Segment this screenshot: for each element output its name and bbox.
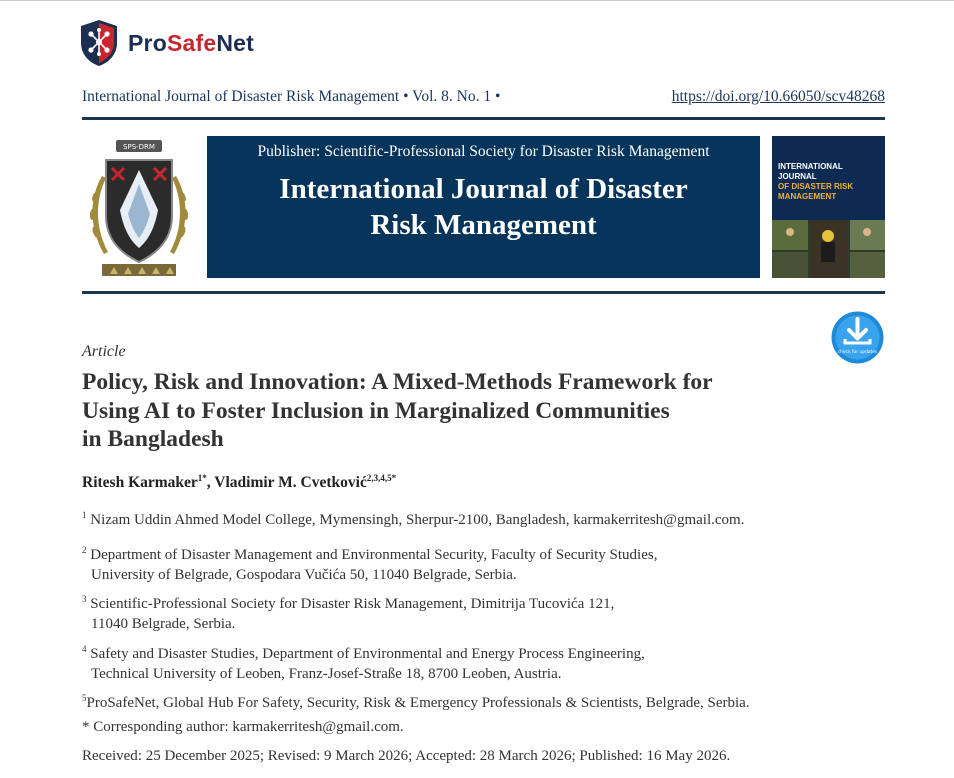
affiliation-5 [82, 688, 750, 713]
affiliation-number: 3 [82, 594, 87, 604]
affiliation-2 [82, 540, 657, 585]
publisher-line: Publisher: Scientific-Professional Society for Disaster Risk Management [257, 143, 710, 160]
article-title-line2: Using AI to Foster Inclusion in Marginalized Communities [82, 397, 670, 424]
journal-title [207, 171, 760, 243]
article-type: Article [82, 343, 126, 360]
check-for-updates-icon[interactable] [830, 311, 885, 364]
affiliation-number: 4 [82, 644, 87, 654]
affiliation-number: 5 [82, 693, 87, 703]
author-1: Ritesh Karmaker [82, 474, 198, 492]
author-2-affiliation: 2,3,4,5* [366, 473, 397, 483]
brand-part-pro: Pro [128, 29, 167, 56]
journal-info-line [82, 88, 885, 106]
prosafenet-logo[interactable] [80, 18, 254, 68]
emblem-label: SPS-DRM [123, 143, 155, 151]
author-separator: , [206, 474, 215, 492]
header-rule-top [82, 117, 885, 120]
affiliation-text: Scientific-Professional Society for Disaster Risk Management, Dimitrija Tucovića 121, [90, 596, 615, 612]
shield-network-icon [80, 19, 118, 67]
cover-title [778, 162, 882, 202]
brand-part-safe: Safe [166, 29, 217, 56]
affiliation-4 [82, 639, 645, 684]
journal-banner [207, 136, 760, 278]
publication-dates: Received: 25 December 2025; Revised: 9 March 2026; Accepted: 28 March 2026; Published: 16 May 2026. [82, 748, 731, 764]
cover-title-line1: INTERNATIONAL JOURNAL [778, 162, 843, 181]
article-title-line3: in Bangladesh [82, 426, 224, 452]
cover-title-line2: OF DISASTER RISK [778, 182, 854, 191]
journal-title-line1: International Journal of Disaster [279, 173, 688, 205]
affiliation-text: Safety and Disaster Studies, Department of Environmental and Energy Process Engineering, [90, 646, 645, 662]
affiliation-text-cont: 11040 Belgrade, Serbia. [91, 616, 236, 632]
article-title [82, 368, 872, 454]
corresponding-author: * Corresponding author: karmakerritesh@gmail.com. [82, 719, 404, 735]
header-rule-bottom [82, 291, 885, 294]
brand-name [128, 30, 254, 57]
affiliation-text: ProSafeNet, Global Hub For Safety, Security, Risk & Emergency Professionals & Scientists, Belgrade, Serbia. [86, 695, 750, 711]
brand-part-net: Net [216, 29, 255, 56]
journal-title-line2: Risk Management [370, 209, 597, 241]
doi-link[interactable]: https://doi.org/10.66050/scv48268 [671, 88, 885, 105]
journal-cover-image [772, 136, 885, 278]
cover-title-line3: MANAGEMENT [778, 192, 837, 201]
author-list [82, 473, 396, 492]
article-title-line1: Policy, Risk and Innovation: A Mixed-Methods Framework for [82, 369, 713, 395]
author-2: Vladimir M. Cvetković [214, 474, 367, 492]
affiliation-text: Department of Disaster Management and Environmental Security, Faculty of Security Studies, [90, 547, 658, 563]
journal-citation: International Journal of Disaster Risk Management • Vol. 8. No. 1 • [82, 88, 501, 105]
affiliation-1 [82, 505, 744, 530]
affiliation-3 [82, 589, 614, 634]
society-emblem-icon [82, 136, 196, 278]
check-updates-label: check for updates [837, 350, 878, 355]
affiliation-text: Nizam Uddin Ahmed Model College, Mymensingh, Sherpur-2100, Bangladesh, karmakerritesh@gmail.com. [90, 512, 745, 528]
affiliation-text-cont: Technical University of Leoben, Franz-Josef-Straße 18, 8700 Leoben, Austria. [91, 666, 562, 682]
top-border [0, 0, 954, 1]
author-1-affiliation: 1* [197, 473, 207, 483]
affiliation-number: 1 [82, 510, 87, 520]
cover-photo-collage [772, 220, 885, 278]
affiliation-number: 2 [82, 545, 87, 555]
affiliation-text-cont: University of Belgrade, Gospodara Vučića 50, 11040 Belgrade, Serbia. [91, 567, 517, 583]
